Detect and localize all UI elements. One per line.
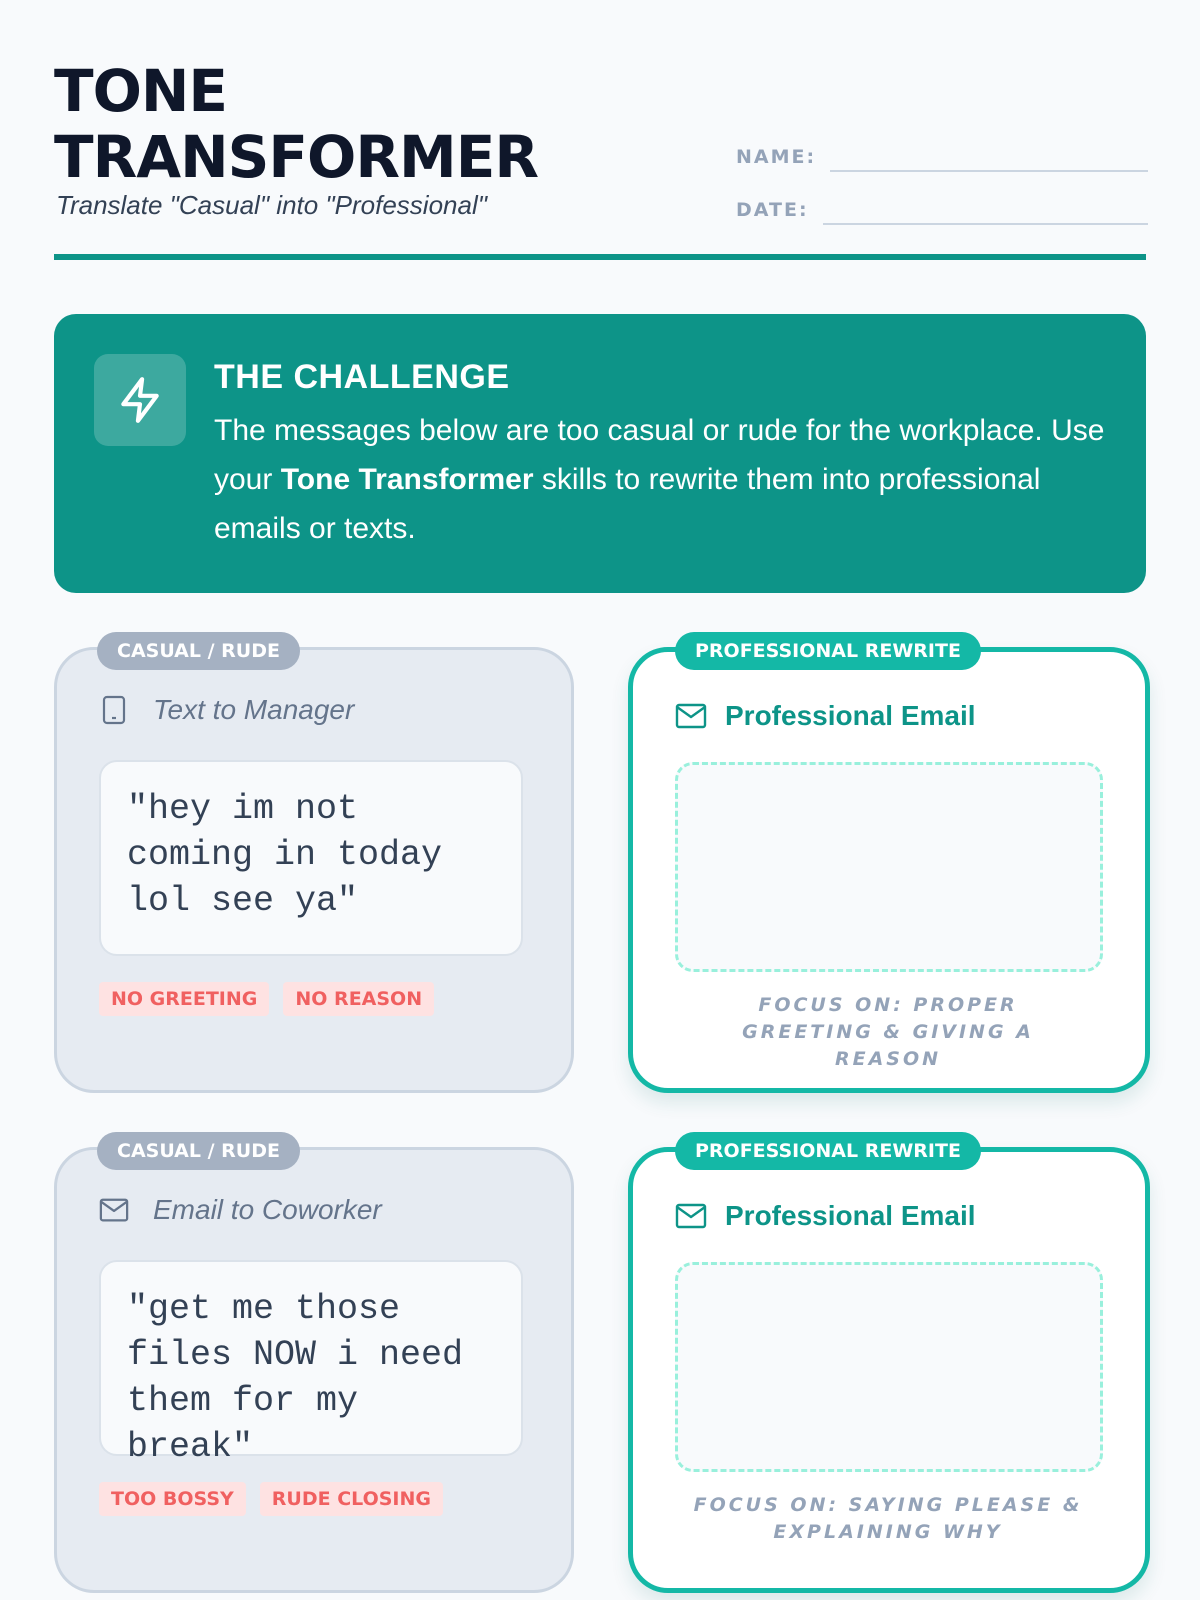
name-label: NAME: <box>736 146 817 168</box>
casual-message-text: "get me those files NOW i need them for my break" <box>99 1260 523 1456</box>
professional-header <box>675 700 976 732</box>
casual-message-type: Text to Manager <box>153 694 355 725</box>
professional-rewrite-card <box>628 1140 1150 1593</box>
challenge-text-end: skills to rewrite them into professional emails or texts. <box>214 463 1041 545</box>
professional-rewrite-card <box>628 640 1150 1093</box>
professional-header <box>675 1200 976 1232</box>
casual-message-header <box>99 1194 382 1226</box>
casual-message-card <box>54 1140 574 1593</box>
mail-icon <box>99 1195 129 1225</box>
casual-tag: CASUAL / RUDE <box>97 632 300 670</box>
issue-tag: RUDE CLOSING <box>260 1482 443 1516</box>
page-subtitle: Translate "Casual" into "Professional" <box>56 190 487 220</box>
issue-tag: NO GREETING <box>99 982 269 1016</box>
challenge-box <box>54 314 1146 593</box>
rewrite-answer-box[interactable] <box>675 762 1103 972</box>
page-title <box>54 58 538 190</box>
name-input-line[interactable] <box>830 140 1148 172</box>
challenge-text <box>214 406 1114 553</box>
title-line-1: TONE <box>54 57 228 125</box>
mail-icon <box>675 701 709 731</box>
casual-message-text: "hey im not coming in today lol see ya" <box>99 760 523 956</box>
issue-tags <box>99 1482 457 1516</box>
worksheet-header <box>54 58 1146 260</box>
issue-tag: NO REASON <box>283 982 434 1016</box>
issue-tag: TOO BOSSY <box>99 1482 246 1516</box>
name-field <box>736 138 1148 172</box>
phone-icon <box>99 695 129 725</box>
professional-tag: PROFESSIONAL REWRITE <box>675 632 981 670</box>
focus-hint: FOCUS ON: SAYING PLEASE & EXPLAINING WHY <box>693 1494 1083 1543</box>
focus-hint: FOCUS ON: PROPER GREETING & GIVING A REASON <box>742 994 1034 1070</box>
date-label: DATE: <box>736 199 809 221</box>
professional-tag: PROFESSIONAL REWRITE <box>675 1132 981 1170</box>
issue-tags <box>99 982 448 1016</box>
challenge-text-bold: Tone Transformer <box>280 463 534 496</box>
title-line-2: TRANSFORMER <box>54 123 539 191</box>
professional-type: Professional Email <box>725 700 976 731</box>
student-fields <box>736 138 1148 244</box>
casual-message-type: Email to Coworker <box>153 1194 382 1225</box>
casual-message-card <box>54 640 574 1093</box>
date-input-line[interactable] <box>823 193 1148 225</box>
rewrite-answer-box[interactable] <box>675 1262 1103 1472</box>
professional-type: Professional Email <box>725 1200 976 1231</box>
casual-tag: CASUAL / RUDE <box>97 1132 300 1170</box>
challenge-heading: THE CHALLENGE <box>214 358 510 396</box>
casual-message-header <box>99 694 354 726</box>
mail-icon <box>675 1201 709 1231</box>
lightning-icon <box>94 354 186 446</box>
header-divider <box>54 254 1146 260</box>
challenge-text-start: The messages below are too casual or rude for the workplace. Use your <box>214 414 1105 496</box>
date-field <box>736 191 1148 225</box>
